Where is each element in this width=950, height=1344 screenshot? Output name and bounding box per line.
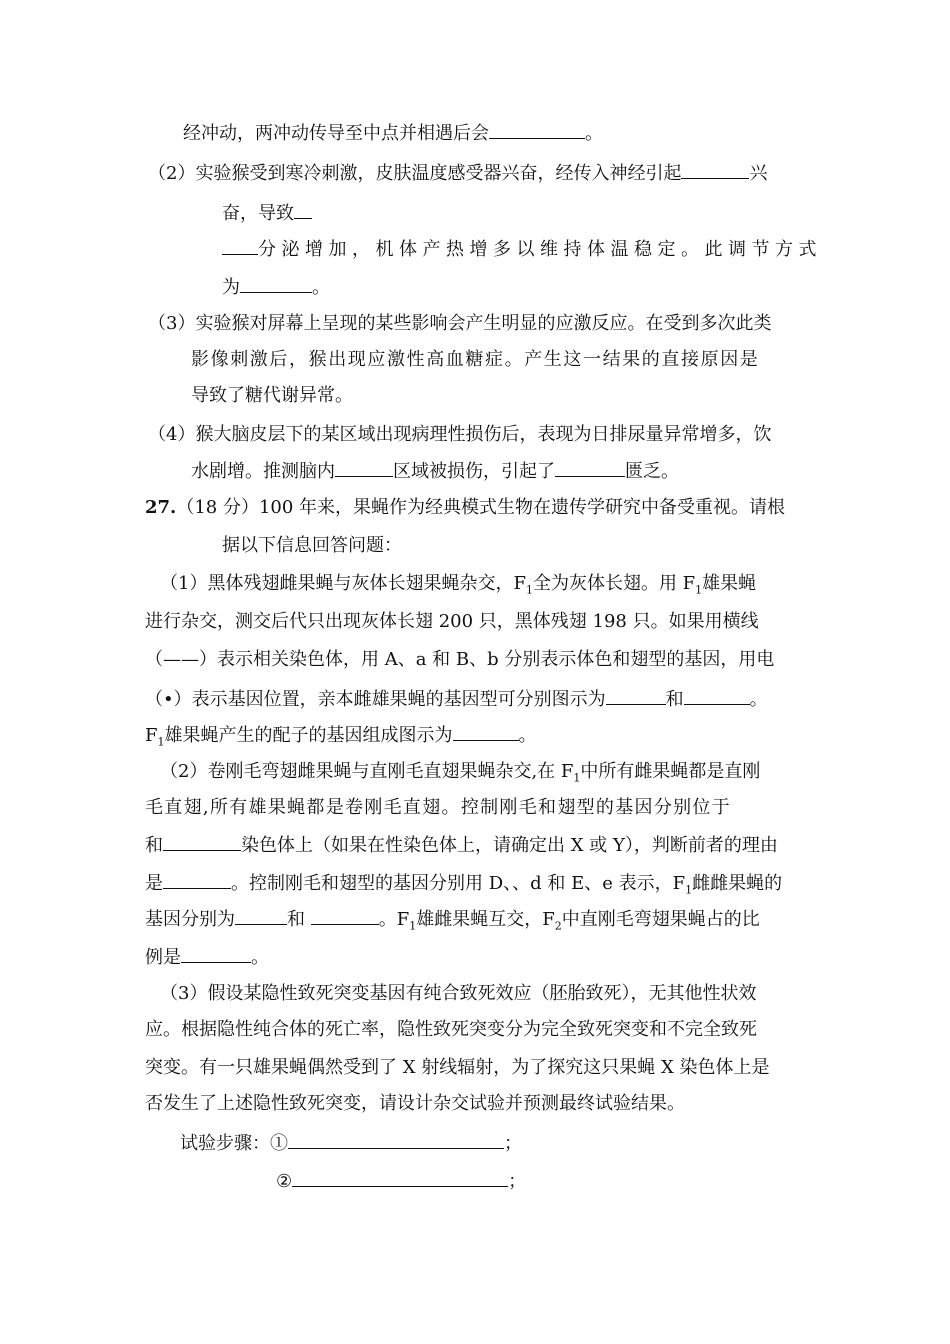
answer-blank[interactable] xyxy=(489,120,585,139)
text-line: 试验步骤：① ； xyxy=(180,1130,522,1156)
text-line: 奋，导致 xyxy=(222,200,312,226)
text-line: 据以下信息回答问题： xyxy=(222,535,402,556)
answer-blank[interactable] xyxy=(288,1130,504,1149)
question-number: 27. xyxy=(145,497,177,518)
text-line: 水剧增。推测脑内 区域被损伤，引起了 匮乏。 xyxy=(191,458,679,484)
text-line: 是 。控制刚毛和翅型的基因分别用 D、、d 和 E、e 表示，$F_1$雌雌果蝇的 xyxy=(145,870,782,896)
text-line: （3）实验猴对屏幕上呈现的某些影响会产生明显的应激反应。在受到多次此类 xyxy=(148,313,772,334)
text-line: （4）猴大脑皮层下的某区域出现病理性损伤后，表现为日排尿量异常增多，饮 xyxy=(148,424,772,445)
text-line: 和 染色体上（如果在性染色体上，请确定出 X 或 Y），判断前者的理由 xyxy=(145,832,778,858)
answer-blank[interactable] xyxy=(335,458,393,477)
text-line: 进行杂交，测交后代只出现灰体长翅 200 只，黑体残翅 198 只。如果用横线 xyxy=(145,611,759,632)
text-line: 突变。有一只雄果蝇偶然受到了 X 射线辐射，为了探究这只果蝇 X 染色体上是 xyxy=(145,1057,770,1078)
answer-blank[interactable] xyxy=(163,870,231,889)
answer-blank[interactable] xyxy=(292,1168,508,1187)
text-line: （2）卷刚毛弯翅雌果蝇与直刚毛直翅果蝇杂交,在 $F_1$中所有雌果蝇都是直刚 xyxy=(160,761,761,785)
answer-blank[interactable] xyxy=(555,458,625,477)
text-line: 基因分别为 和 。$F_1$雄雌果蝇互交，$F_2$中直刚毛弯翅果蝇占的比 xyxy=(145,906,760,932)
answer-blank[interactable] xyxy=(681,160,749,179)
text-line: 应。根据隐性纯合体的死亡率，隐性致死突变分为完全致死突变和不完全致死 xyxy=(145,1019,757,1040)
text-line: （•）表示基因位置，亲本雌雄果蝇的基因型可分别图示为 和 。 xyxy=(145,686,768,712)
text-line: 毛直翅,所有雄果蝇都是卷刚毛直翅。控制刚毛和翅型的基因分别位于 xyxy=(145,797,732,818)
text-line: 影像刺激后，猴出现应激性高血糖症。产生这一结果的直接原因是 xyxy=(191,349,760,370)
answer-blank[interactable] xyxy=(453,722,519,741)
answer-blank[interactable] xyxy=(294,200,312,219)
text-line: 例是 。 xyxy=(145,944,269,970)
text-line: 分泌增加，机体产热增多以维持体温稳定。此调节方式 xyxy=(222,236,806,262)
text-line: 否发生了上述隐性致死突变，请设计杂交试验并预测最终试验结果。 xyxy=(145,1093,685,1114)
text-line: 经冲动，两冲动传导至中点并相遇后会 。 xyxy=(183,120,603,146)
answer-blank[interactable] xyxy=(181,944,251,963)
text-line: （1）黑体残翅雌果蝇与灰体长翅果蝇杂交，$F_1$全为灰体长翅。用 $F_1$雄果蝇 xyxy=(160,573,757,597)
text-line: 为 。 xyxy=(222,274,330,300)
answer-blank[interactable] xyxy=(240,274,312,293)
answer-blank[interactable] xyxy=(311,906,379,925)
answer-blank[interactable] xyxy=(163,832,241,851)
answer-blank[interactable] xyxy=(235,906,287,925)
text-line: （——）表示相关染色体，用 A、a 和 B、b 分别表示体色和翅型的基因，用电 xyxy=(145,649,775,670)
answer-blank[interactable] xyxy=(606,686,666,705)
text-line: ② ； xyxy=(276,1168,526,1194)
text-line: （2）实验猴受到寒冷刺激，皮肤温度感受器兴奋，经传入神经引起 兴 xyxy=(148,160,767,186)
answer-blank[interactable] xyxy=(684,686,750,705)
text-line: （3）假设某隐性致死突变基因有纯合致死效应（胚胎致死），无其他性状效 xyxy=(160,983,757,1004)
text-line: $F_1$雄果蝇产生的配子的基因组成图示为 。 xyxy=(145,722,537,748)
answer-blank[interactable] xyxy=(222,236,258,255)
text-line: 导致了糖代谢异常。 xyxy=(191,385,353,406)
question-27-header: 27.（18 分）100 年来，果蝇作为经典模式生物在遗传学研究中备受重视。请根 xyxy=(145,497,786,518)
